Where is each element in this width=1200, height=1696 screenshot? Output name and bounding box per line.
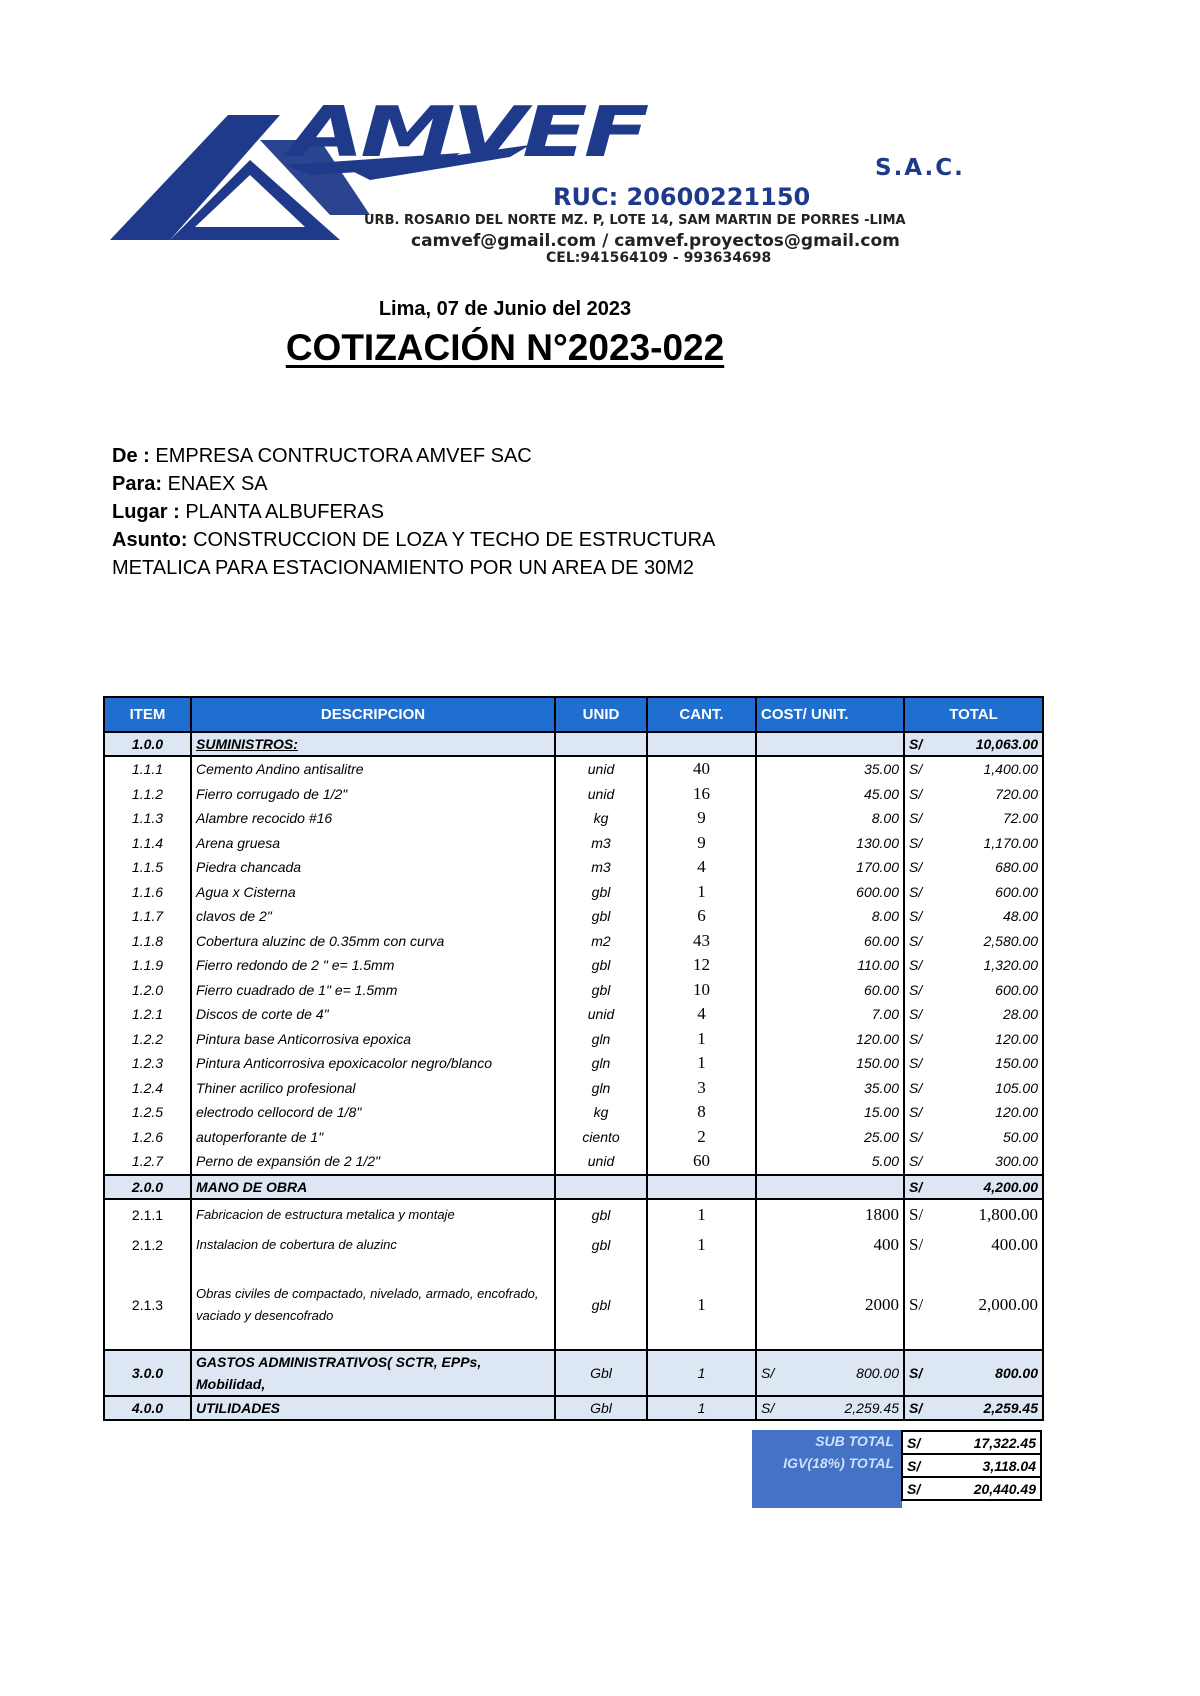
row-item: 1.1.7 bbox=[104, 904, 191, 929]
currency: S/ bbox=[909, 1294, 924, 1314]
lugar-label: Lugar : bbox=[112, 501, 180, 523]
amount: 1,800.00 bbox=[978, 1204, 1038, 1224]
row-unid: gln bbox=[555, 1076, 647, 1101]
subtotal-amount: 17,322.45 bbox=[973, 1434, 1036, 1451]
asunto-label: Asunto: bbox=[112, 529, 188, 551]
row-total bbox=[904, 904, 1043, 929]
table-row bbox=[104, 1199, 1043, 1230]
document-title bbox=[0, 327, 1010, 369]
row-total bbox=[904, 953, 1043, 978]
section-row-admin bbox=[104, 1350, 1043, 1396]
row-item: 1.1.8 bbox=[104, 929, 191, 954]
table-row bbox=[104, 880, 1043, 905]
igv-label: IGV(18%) TOTAL bbox=[783, 1455, 894, 1471]
row-cost: 35.00 bbox=[756, 1076, 904, 1101]
currency: S/ bbox=[761, 1399, 775, 1416]
subtotal-cell bbox=[902, 1431, 1041, 1454]
section-total bbox=[904, 1396, 1043, 1420]
row-cost: 2000 bbox=[756, 1261, 904, 1350]
section-cant bbox=[647, 1175, 756, 1199]
row-total bbox=[904, 831, 1043, 856]
row-unid: m2 bbox=[555, 929, 647, 954]
row-unid: unid bbox=[555, 1002, 647, 1027]
currency: S/ bbox=[909, 1178, 923, 1195]
table-header-row bbox=[104, 697, 1043, 732]
currency: S/ bbox=[909, 1399, 923, 1416]
row-desc: Fabricacion de estructura metalica y montaje bbox=[191, 1199, 555, 1230]
currency: S/ bbox=[909, 1006, 923, 1023]
section-cost bbox=[756, 1175, 904, 1199]
row-total bbox=[904, 782, 1043, 807]
row-cant: 1 bbox=[647, 1051, 756, 1076]
row-item: 1.1.2 bbox=[104, 782, 191, 807]
currency: S/ bbox=[761, 1364, 775, 1381]
row-cost: 130.00 bbox=[756, 831, 904, 856]
row-item: 2.1.2 bbox=[104, 1230, 191, 1261]
table-row bbox=[104, 1100, 1043, 1125]
amount: 120.00 bbox=[995, 1104, 1038, 1121]
de-label: De : bbox=[112, 445, 150, 467]
para-label: Para: bbox=[112, 473, 163, 495]
currency: S/ bbox=[909, 883, 923, 900]
amount: 150.00 bbox=[995, 1055, 1038, 1072]
row-desc: Cemento Andino antisalitre bbox=[191, 756, 555, 782]
amount: 1,400.00 bbox=[983, 761, 1038, 778]
row-cost: 120.00 bbox=[756, 1027, 904, 1052]
row-unid: unid bbox=[555, 782, 647, 807]
section-total bbox=[904, 1175, 1043, 1199]
row-desc: Fierro redondo de 2 " e= 1.5mm bbox=[191, 953, 555, 978]
table-row bbox=[104, 1027, 1043, 1052]
row-item: 1.1.9 bbox=[104, 953, 191, 978]
amount: 72.00 bbox=[1002, 810, 1038, 827]
row-cost: 110.00 bbox=[756, 953, 904, 978]
currency: S/ bbox=[909, 908, 923, 925]
row-item: 1.2.7 bbox=[104, 1149, 191, 1175]
info-asunto bbox=[112, 529, 715, 552]
row-unid: gln bbox=[555, 1027, 647, 1052]
section-desc-text: SUMINISTROS: bbox=[196, 736, 298, 752]
col-desc: DESCRIPCION bbox=[191, 697, 555, 732]
info-para bbox=[112, 473, 268, 496]
row-item: 1.1.1 bbox=[104, 756, 191, 782]
currency: S/ bbox=[909, 761, 923, 778]
table-body-labor bbox=[104, 1175, 1043, 1350]
amount: 680.00 bbox=[995, 859, 1038, 876]
row-unid: gbl bbox=[555, 1230, 647, 1261]
currency: S/ bbox=[909, 834, 923, 851]
row-item: 1.2.4 bbox=[104, 1076, 191, 1101]
info-asunto-2: METALICA PARA ESTACIONAMIENTO POR UN AREA DE 30M2 bbox=[112, 557, 695, 579]
currency: S/ bbox=[909, 1153, 923, 1170]
amount: 50.00 bbox=[1002, 1128, 1038, 1145]
row-unid: kg bbox=[555, 806, 647, 831]
totals-box bbox=[901, 1430, 1042, 1501]
asunto-value: CONSTRUCCION DE LOZA Y TECHO DE ESTRUCTURA bbox=[187, 529, 716, 551]
row-cant: 40 bbox=[647, 756, 756, 782]
row-item: 2.1.3 bbox=[104, 1261, 191, 1350]
row-cant: 8 bbox=[647, 1100, 756, 1125]
row-cost: 60.00 bbox=[756, 929, 904, 954]
section-row bbox=[104, 732, 1043, 756]
row-unid: gbl bbox=[555, 1261, 647, 1350]
col-unid: UNID bbox=[555, 697, 647, 732]
row-desc: Pintura base Anticorrosiva epoxica bbox=[191, 1027, 555, 1052]
row-unid: unid bbox=[555, 1149, 647, 1175]
row-unid: m3 bbox=[555, 831, 647, 856]
amount: 720.00 bbox=[995, 785, 1038, 802]
company-emails: camvef@gmail.com / camvef.proyectos@gmail.com bbox=[411, 231, 900, 251]
row-total bbox=[904, 1125, 1043, 1150]
row-cant: 43 bbox=[647, 929, 756, 954]
row-item: 1.2.0 bbox=[104, 978, 191, 1003]
row-cost: 170.00 bbox=[756, 855, 904, 880]
row-total bbox=[904, 1027, 1043, 1052]
amount: 1,320.00 bbox=[983, 957, 1038, 974]
row-item: 1.1.3 bbox=[104, 806, 191, 831]
row-unid: gbl bbox=[555, 904, 647, 929]
section-item: 1.0.0 bbox=[104, 732, 191, 756]
section-cant: 1 bbox=[647, 1396, 756, 1420]
amount: 600.00 bbox=[995, 883, 1038, 900]
row-cant: 1 bbox=[647, 1199, 756, 1230]
row-total bbox=[904, 855, 1043, 880]
row-cost: 1800 bbox=[756, 1199, 904, 1230]
row-cost: 8.00 bbox=[756, 904, 904, 929]
grand-total-amount: 20,440.49 bbox=[973, 1480, 1036, 1497]
row-total bbox=[904, 1199, 1043, 1230]
amount: 4,200.00 bbox=[983, 1178, 1038, 1195]
row-desc: Instalacion de cobertura de aluzinc bbox=[191, 1230, 555, 1261]
currency: S/ bbox=[909, 859, 923, 876]
row-cant: 6 bbox=[647, 904, 756, 929]
row-cost: 600.00 bbox=[756, 880, 904, 905]
row-desc: Obras civiles de compactado, nivelado, armado, encofrado, vaciado y desencofrado bbox=[191, 1261, 555, 1350]
igv-row bbox=[902, 1454, 1041, 1477]
row-unid: unid bbox=[555, 756, 647, 782]
subtotal-row bbox=[902, 1431, 1041, 1454]
table-row bbox=[104, 806, 1043, 831]
table-row bbox=[104, 1149, 1043, 1175]
grand-total-cell bbox=[902, 1477, 1041, 1500]
row-desc: autoperforante de 1" bbox=[191, 1125, 555, 1150]
row-cost: 45.00 bbox=[756, 782, 904, 807]
section-row bbox=[104, 1175, 1043, 1199]
currency: S/ bbox=[909, 932, 923, 949]
company-ruc: RUC: 20600221150 bbox=[553, 183, 811, 211]
currency: S/ bbox=[909, 1079, 923, 1096]
amount: 48.00 bbox=[1002, 908, 1038, 925]
section-unid bbox=[555, 732, 647, 756]
row-desc: Discos de corte de 4" bbox=[191, 1002, 555, 1027]
row-cant: 12 bbox=[647, 953, 756, 978]
table-body bbox=[104, 732, 1043, 1175]
row-unid: gbl bbox=[555, 1199, 647, 1230]
row-desc: Pintura Anticorrosiva epoxicacolor negro/blanco bbox=[191, 1051, 555, 1076]
currency: S/ bbox=[909, 810, 923, 827]
logo-suffix: S.A.C. bbox=[875, 155, 965, 181]
amount: 105.00 bbox=[995, 1079, 1038, 1096]
row-total bbox=[904, 1051, 1043, 1076]
info-de bbox=[112, 445, 532, 468]
row-total bbox=[904, 1261, 1043, 1350]
currency: S/ bbox=[909, 1235, 924, 1254]
row-total bbox=[904, 929, 1043, 954]
amount: 28.00 bbox=[1002, 1006, 1038, 1023]
para-value: ENAEX SA bbox=[162, 473, 268, 495]
row-total bbox=[904, 756, 1043, 782]
section-row-utilities bbox=[104, 1396, 1043, 1420]
row-cost: 8.00 bbox=[756, 806, 904, 831]
row-desc: Piedra chancada bbox=[191, 855, 555, 880]
row-cant: 4 bbox=[647, 855, 756, 880]
table-row bbox=[104, 978, 1043, 1003]
currency: S/ bbox=[909, 1055, 923, 1072]
amount: 600.00 bbox=[995, 981, 1038, 998]
section-desc: GASTOS ADMINISTRATIVOS( SCTR, EPPs, Mobilidad, bbox=[191, 1350, 555, 1396]
lugar-value: PLANTA ALBUFERAS bbox=[179, 501, 384, 523]
amount: 2,259.45 bbox=[983, 1399, 1038, 1416]
totals-labels bbox=[752, 1430, 902, 1508]
amount: 10,063.00 bbox=[975, 736, 1038, 752]
row-cost: 15.00 bbox=[756, 1100, 904, 1125]
row-unid: kg bbox=[555, 1100, 647, 1125]
section-item: 2.0.0 bbox=[104, 1175, 191, 1199]
col-cant: CANT. bbox=[647, 697, 756, 732]
col-cost: COST/ UNIT. bbox=[756, 697, 904, 732]
table-row bbox=[104, 782, 1043, 807]
section-cant bbox=[647, 732, 756, 756]
table-row bbox=[104, 1261, 1043, 1350]
row-cant: 16 bbox=[647, 782, 756, 807]
row-cant: 9 bbox=[647, 806, 756, 831]
company-address: URB. ROSARIO DEL NORTE MZ. P, LOTE 14, SAM MARTIN DE PORRES -LIMA bbox=[364, 213, 906, 228]
table-row bbox=[104, 831, 1043, 856]
igv-amount: 3,118.04 bbox=[982, 1457, 1036, 1474]
table-row bbox=[104, 1230, 1043, 1261]
currency: S/ bbox=[909, 785, 923, 802]
row-cost: 25.00 bbox=[756, 1125, 904, 1150]
row-unid: gbl bbox=[555, 953, 647, 978]
row-cant: 1 bbox=[647, 880, 756, 905]
de-value: EMPRESA CONTRUCTORA AMVEF SAC bbox=[149, 445, 532, 467]
table-row bbox=[104, 904, 1043, 929]
col-total: TOTAL bbox=[904, 697, 1043, 732]
row-total bbox=[904, 880, 1043, 905]
row-unid: gbl bbox=[555, 880, 647, 905]
section-desc: MANO DE OBRA bbox=[191, 1175, 555, 1199]
row-total bbox=[904, 1002, 1043, 1027]
row-item: 1.2.3 bbox=[104, 1051, 191, 1076]
info-lugar bbox=[112, 501, 384, 524]
date-line: Lima, 07 de Junio del 2023 bbox=[378, 298, 632, 320]
section-total bbox=[904, 1350, 1043, 1396]
row-total bbox=[904, 1149, 1043, 1175]
amount: 300.00 bbox=[995, 1153, 1038, 1170]
row-desc: Agua x Cisterna bbox=[191, 880, 555, 905]
row-item: 2.1.1 bbox=[104, 1199, 191, 1230]
section-unid: Gbl bbox=[555, 1350, 647, 1396]
row-desc: Alambre recocido #16 bbox=[191, 806, 555, 831]
row-cost: 60.00 bbox=[756, 978, 904, 1003]
currency: S/ bbox=[907, 1480, 921, 1497]
currency: S/ bbox=[907, 1434, 921, 1451]
row-cant: 3 bbox=[647, 1076, 756, 1101]
row-item: 1.2.2 bbox=[104, 1027, 191, 1052]
row-total bbox=[904, 1230, 1043, 1261]
table-row bbox=[104, 929, 1043, 954]
amount: 800.00 bbox=[995, 1364, 1038, 1381]
row-cant: 4 bbox=[647, 1002, 756, 1027]
amount: 120.00 bbox=[995, 1030, 1038, 1047]
section-cost bbox=[756, 1350, 904, 1396]
amount: 1,170.00 bbox=[983, 834, 1038, 851]
logo-name: AMVEF bbox=[290, 92, 646, 173]
igv-cell bbox=[902, 1454, 1041, 1477]
row-item: 1.2.1 bbox=[104, 1002, 191, 1027]
row-cant: 10 bbox=[647, 978, 756, 1003]
row-cant: 1 bbox=[647, 1261, 756, 1350]
table-row bbox=[104, 1125, 1043, 1150]
company-phones: CEL:941564109 - 993634698 bbox=[546, 250, 772, 266]
row-total bbox=[904, 978, 1043, 1003]
currency: S/ bbox=[909, 736, 923, 752]
row-unid: m3 bbox=[555, 855, 647, 880]
currency: S/ bbox=[909, 1128, 923, 1145]
currency: S/ bbox=[909, 957, 923, 974]
row-desc: Thiner acrilico profesional bbox=[191, 1076, 555, 1101]
row-cant: 60 bbox=[647, 1149, 756, 1175]
subtotal-label: SUB TOTAL bbox=[815, 1433, 894, 1449]
row-item: 1.1.5 bbox=[104, 855, 191, 880]
currency: S/ bbox=[909, 981, 923, 998]
amount: 2,259.45 bbox=[844, 1399, 899, 1416]
row-desc: clavos de 2" bbox=[191, 904, 555, 929]
currency: S/ bbox=[909, 1104, 923, 1121]
row-total bbox=[904, 1100, 1043, 1125]
section-cant: 1 bbox=[647, 1350, 756, 1396]
section-cost bbox=[756, 732, 904, 756]
row-desc: Fierro cuadrado de 1" e= 1.5mm bbox=[191, 978, 555, 1003]
amount: 400.00 bbox=[991, 1235, 1038, 1254]
section-desc bbox=[191, 732, 555, 756]
row-unid: ciento bbox=[555, 1125, 647, 1150]
section-total bbox=[904, 732, 1043, 756]
amount: 2,580.00 bbox=[983, 932, 1038, 949]
section-item: 3.0.0 bbox=[104, 1350, 191, 1396]
section-item: 4.0.0 bbox=[104, 1396, 191, 1420]
row-cant: 9 bbox=[647, 831, 756, 856]
section-desc: UTILIDADES bbox=[191, 1396, 555, 1420]
amount: 800.00 bbox=[856, 1364, 899, 1381]
grand-total-row bbox=[902, 1477, 1041, 1500]
title-text: COTIZACIÓN N°2023-022 bbox=[285, 327, 725, 368]
row-item: 1.1.4 bbox=[104, 831, 191, 856]
table-row bbox=[104, 1051, 1043, 1076]
table-row bbox=[104, 953, 1043, 978]
table-row bbox=[104, 855, 1043, 880]
currency: S/ bbox=[907, 1457, 921, 1474]
section-unid bbox=[555, 1175, 647, 1199]
currency: S/ bbox=[909, 1364, 923, 1381]
row-desc: Fierro corrugado de 1/2" bbox=[191, 782, 555, 807]
row-cost: 35.00 bbox=[756, 756, 904, 782]
table-row bbox=[104, 1002, 1043, 1027]
row-cost: 5.00 bbox=[756, 1149, 904, 1175]
row-desc: Arena gruesa bbox=[191, 831, 555, 856]
table-body-extra bbox=[104, 1350, 1043, 1420]
table-row bbox=[104, 1076, 1043, 1101]
row-cant: 2 bbox=[647, 1125, 756, 1150]
row-item: 1.1.6 bbox=[104, 880, 191, 905]
row-cost: 400 bbox=[756, 1230, 904, 1261]
row-cost: 7.00 bbox=[756, 1002, 904, 1027]
currency: S/ bbox=[909, 1030, 923, 1047]
row-total bbox=[904, 806, 1043, 831]
row-desc: Cobertura aluzinc de 0.35mm con curva bbox=[191, 929, 555, 954]
section-unid: Gbl bbox=[555, 1396, 647, 1420]
quote-table bbox=[103, 696, 1044, 1421]
row-total bbox=[904, 1076, 1043, 1101]
amount: 2,000.00 bbox=[978, 1294, 1038, 1314]
row-cant: 1 bbox=[647, 1027, 756, 1052]
row-desc: Perno de expansión de 2 1/2" bbox=[191, 1149, 555, 1175]
currency: S/ bbox=[909, 1204, 924, 1224]
row-desc: electrodo cellocord de 1/8" bbox=[191, 1100, 555, 1125]
col-item: ITEM bbox=[104, 697, 191, 732]
row-item: 1.2.5 bbox=[104, 1100, 191, 1125]
row-item: 1.2.6 bbox=[104, 1125, 191, 1150]
table-row bbox=[104, 756, 1043, 782]
row-unid: gln bbox=[555, 1051, 647, 1076]
row-cant: 1 bbox=[647, 1230, 756, 1261]
section-cost bbox=[756, 1396, 904, 1420]
row-cost: 150.00 bbox=[756, 1051, 904, 1076]
row-unid: gbl bbox=[555, 978, 647, 1003]
